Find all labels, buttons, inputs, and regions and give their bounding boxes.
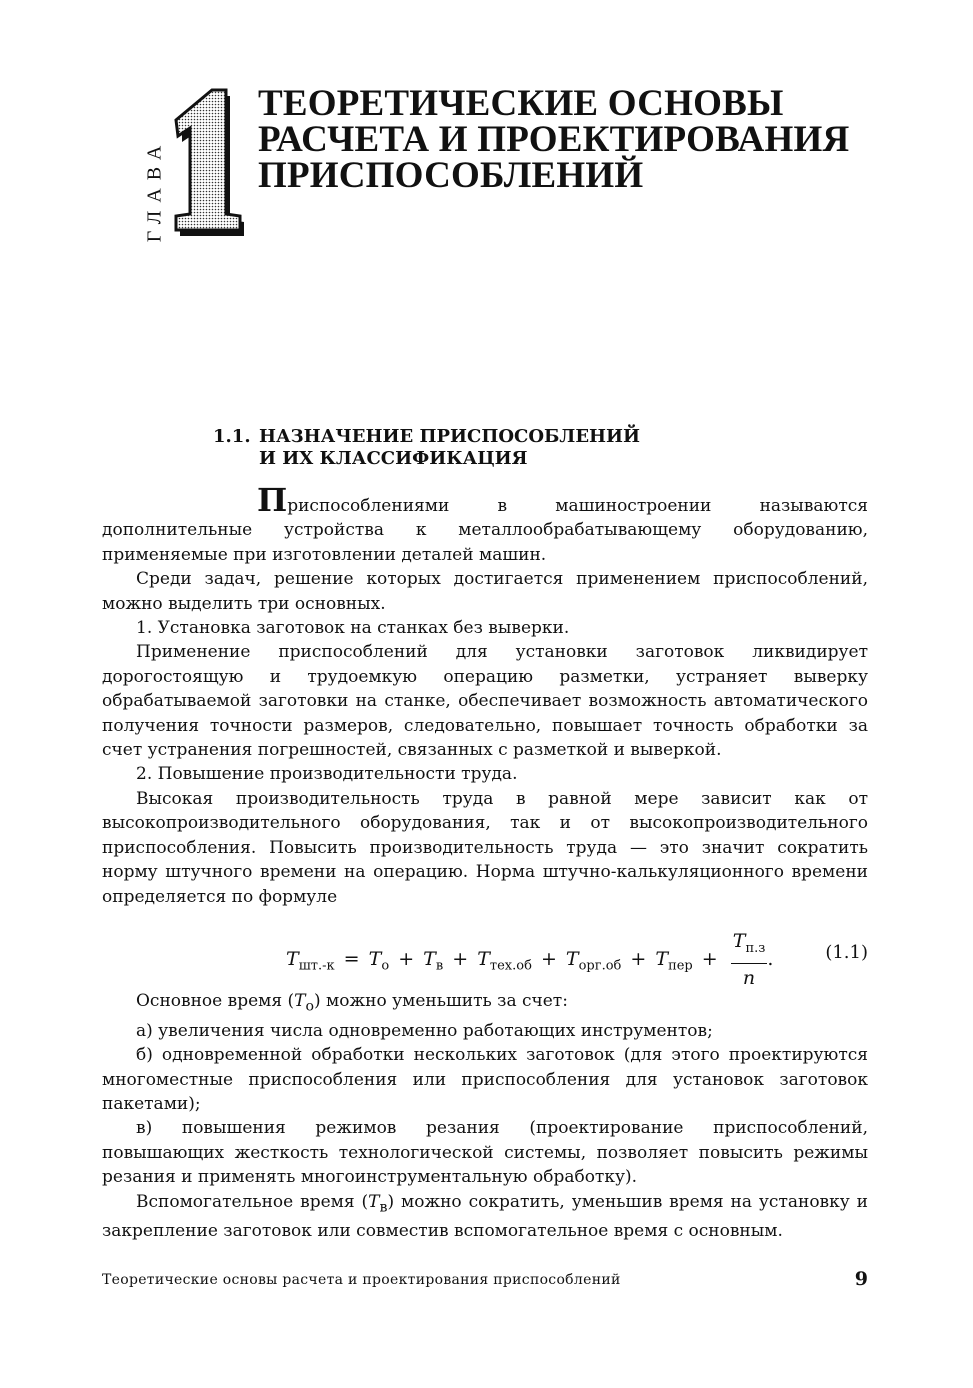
section-number: 1.1.	[213, 426, 251, 447]
section-title-line: И ИХ КЛАССИФИКАЦИЯ	[259, 448, 528, 469]
list-item-heading: 1. Установка заготовок на станках без выверки.	[136, 618, 570, 639]
list-item-heading: 2. Повышение производительности труда.	[136, 764, 518, 785]
running-footer: Теоретические основы расчета и проектирования приспособлений	[102, 1272, 621, 1288]
paragraph: Среди задач, решение которых достигается применением приспособлений, можно выделить три основных.	[102, 569, 868, 614]
formula: $T_{шт.-к} = T_о + T_в + T_{тех.об} + T_{орг.об} + T_{пер}$ + $\frac{T_{п.з}}{n}$ .	[286, 929, 774, 990]
page-number: 9	[854, 1268, 868, 1290]
body-text	[102, 481, 868, 1244]
chapter-title-line: РАСЧЕТА И ПРОЕКТИРОВАНИЯ	[258, 119, 850, 160]
paragraph: Применение приспособлений для установки заготовок ликвидирует дорогостоящую и трудоемкую операцию разметки, устраняет выверку обрабатываемой заготовки на станке, обеспечивает возможность автоматического получения точности размеров, следовательно, повышает точность обработки за счет устранения погрешностей, связанных с разметкой и выверкой.	[102, 642, 868, 761]
chapter-title-line: ТЕОРЕТИЧЕСКИЕ ОСНОВЫ	[258, 83, 784, 124]
list-item: а) увеличения числа одновременно работающих инструментов;	[136, 1020, 713, 1041]
formula-fraction: $\frac{T_{п.з}}{n}$	[732, 929, 766, 990]
equation-number: (1.1)	[825, 941, 868, 963]
chapter-label-text: ГЛАВА	[143, 137, 166, 243]
section-heading	[213, 426, 640, 470]
paragraph: Высокая производительность труда в равной мере зависит как от высокопроизводительного оборудования, так и от высокопроизводительного приспособления. Повысить производительность труда — это значит сократить норму штучного времени на операцию. Норма штучно-калькуляционного времени определяется по формуле	[102, 788, 868, 907]
paragraph: Вспомогательное время $(T_в)$ можно сократить, уменьшив время на установку и закрепление заготовок или совместив вспомогательное время с основным.	[102, 1191, 868, 1242]
paragraph-text: риспособлениями в машиностроении называются дополнительные устройства к металлообрабатывающему оборудованию, применяемые при изготовлении деталей машин.	[102, 496, 868, 565]
chapter-number-graphic	[172, 88, 248, 238]
paragraph: Основное время $(T_о)$ можно уменьшить за счет:	[136, 990, 568, 1015]
chapter-title	[258, 83, 850, 196]
list-item: в) повышения режимов резания (проектирование приспособлений, повышающих жесткость технологической системы, позволяет повысить режимы резания и применять многоинструментальную обработку).	[102, 1118, 868, 1188]
paragraph	[102, 481, 868, 567]
chapter-label	[138, 137, 172, 243]
chapter-title-line: ПРИСПОСОБЛЕНИЙ	[258, 155, 644, 196]
list-item: б) одновременной обработки нескольких заготовок (для этого проектируются многоместные приспособления или приспособления для установок заготовок пакетами);	[102, 1045, 868, 1114]
section-title-line: НАЗНАЧЕНИЕ ПРИСПОСОБЛЕНИЙ	[259, 426, 641, 447]
formula-block	[102, 915, 868, 990]
drop-cap: П	[257, 481, 288, 519]
